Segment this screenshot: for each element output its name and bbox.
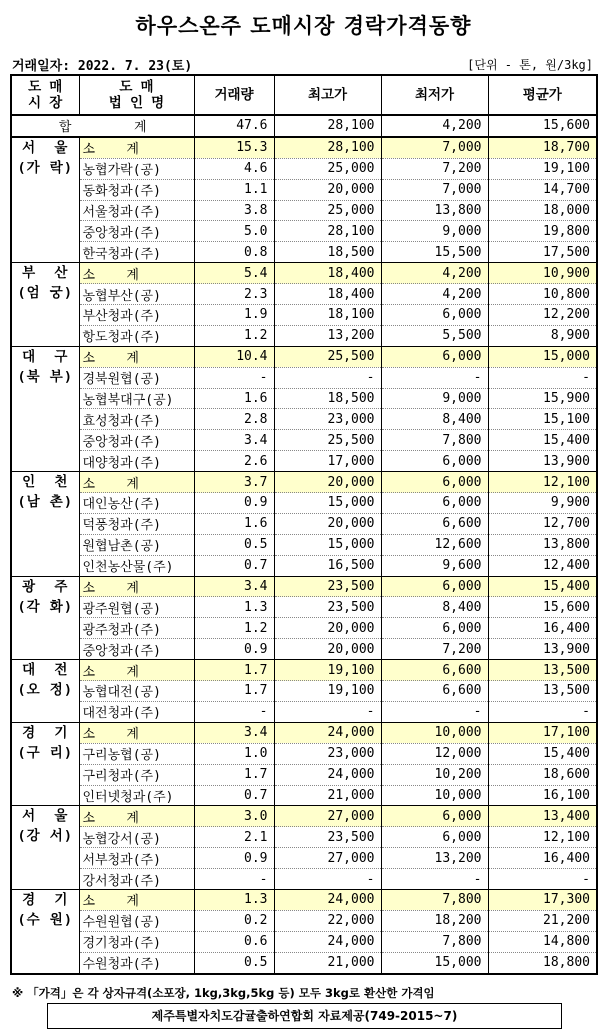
table-row bbox=[11, 513, 597, 534]
avg-price-cell: - bbox=[488, 701, 597, 722]
subtotal-row bbox=[11, 137, 597, 158]
market-name-line2: (구 리) bbox=[17, 744, 73, 761]
avg-price-cell: 12,100 bbox=[488, 472, 597, 493]
min-price-cell: 12,600 bbox=[381, 534, 488, 555]
table-row bbox=[11, 325, 597, 346]
corp-name: 중앙청과(주) bbox=[79, 430, 194, 451]
header-avg: 평균가 bbox=[488, 75, 597, 115]
max-price-cell: 20,000 bbox=[274, 472, 381, 493]
avg-price-cell: 15,400 bbox=[488, 576, 597, 597]
volume-cell: 0.9 bbox=[194, 639, 274, 660]
max-price-cell: 22,000 bbox=[274, 910, 381, 931]
avg-price-cell: 14,700 bbox=[488, 179, 597, 200]
footnote: ※ 「가격」은 각 상자규격(소포장, 1kg,3kg,5kg 등) 모두 3kg로 환산한 가격임 bbox=[12, 986, 435, 1000]
market-name-line2: (각 화) bbox=[17, 598, 73, 615]
subtotal-row bbox=[11, 722, 597, 743]
volume-cell: 1.6 bbox=[194, 388, 274, 409]
min-price-cell: - bbox=[381, 701, 488, 722]
avg-price-cell: 18,600 bbox=[488, 764, 597, 785]
header-max: 최고가 bbox=[274, 75, 381, 115]
volume-cell: 1.6 bbox=[194, 513, 274, 534]
avg-price-cell: 15,100 bbox=[488, 409, 597, 430]
volume-cell: 3.7 bbox=[194, 472, 274, 493]
max-price-cell: 24,000 bbox=[274, 931, 381, 952]
avg-price-cell: 12,400 bbox=[488, 555, 597, 576]
corp-name: 대전청과(주) bbox=[79, 701, 194, 722]
avg-price-cell: 13,900 bbox=[488, 639, 597, 660]
max-price-cell: 24,000 bbox=[274, 764, 381, 785]
avg-price-cell: 15,900 bbox=[488, 388, 597, 409]
avg-price-cell: 12,200 bbox=[488, 305, 597, 326]
table-row bbox=[11, 618, 597, 639]
volume-cell: 15.3 bbox=[194, 137, 274, 158]
avg-price-cell: 15,600 bbox=[488, 597, 597, 618]
min-price-cell: 6,000 bbox=[381, 806, 488, 827]
market-name-line2: (가 락) bbox=[17, 159, 73, 176]
min-price-cell: 6,600 bbox=[381, 513, 488, 534]
min-price-cell: 18,200 bbox=[381, 910, 488, 931]
max-price-cell: - bbox=[274, 869, 381, 890]
min-price-cell: 6,000 bbox=[381, 305, 488, 326]
volume-cell: 1.7 bbox=[194, 681, 274, 702]
header-corp bbox=[79, 75, 194, 115]
min-price-cell: 6,000 bbox=[381, 618, 488, 639]
max-price-cell: 23,000 bbox=[274, 743, 381, 764]
table-row bbox=[11, 179, 597, 200]
corp-name: 강서청과(주) bbox=[79, 869, 194, 890]
min-price-cell: 6,600 bbox=[381, 660, 488, 681]
table-row bbox=[11, 848, 597, 869]
header-corp-line2: 법 인 명 bbox=[108, 95, 165, 111]
volume-cell: - bbox=[194, 701, 274, 722]
corp-name: 항도청과(주) bbox=[79, 325, 194, 346]
avg-price-cell: 18,800 bbox=[488, 952, 597, 973]
table-row bbox=[11, 242, 597, 263]
volume-cell: 5.0 bbox=[194, 221, 274, 242]
market-name-line2: (강 서) bbox=[17, 828, 73, 845]
max-price-cell: 20,000 bbox=[274, 618, 381, 639]
volume-cell: 1.7 bbox=[194, 764, 274, 785]
market-name bbox=[11, 576, 79, 660]
avg-price-cell: 13,500 bbox=[488, 681, 597, 702]
table-row bbox=[11, 388, 597, 409]
corp-name: 중앙청과(주) bbox=[79, 639, 194, 660]
max-price-cell: 23,500 bbox=[274, 597, 381, 618]
max-price-cell: 18,100 bbox=[274, 305, 381, 326]
corp-name: 농협강서(공) bbox=[79, 827, 194, 848]
volume-cell: 5.4 bbox=[194, 263, 274, 284]
table-row bbox=[11, 639, 597, 660]
table-row bbox=[11, 555, 597, 576]
subtotal-row bbox=[11, 346, 597, 367]
market-name bbox=[11, 806, 79, 890]
corp-name: 서부청과(주) bbox=[79, 848, 194, 869]
min-price-cell: 10,000 bbox=[381, 785, 488, 806]
volume-cell: 0.2 bbox=[194, 910, 274, 931]
avg-price-cell: 10,900 bbox=[488, 263, 597, 284]
max-price-cell: 19,100 bbox=[274, 681, 381, 702]
min-price-cell: 7,200 bbox=[381, 158, 488, 179]
min-price-cell: 5,500 bbox=[381, 325, 488, 346]
volume-cell: 0.7 bbox=[194, 555, 274, 576]
avg-price-cell: 18,000 bbox=[488, 200, 597, 221]
volume-cell: 2.8 bbox=[194, 409, 274, 430]
corp-name: 경기청과(주) bbox=[79, 931, 194, 952]
avg-price-cell: 16,100 bbox=[488, 785, 597, 806]
corp-name: 농협북대구(공) bbox=[79, 388, 194, 409]
total-label: 합 계 bbox=[11, 115, 194, 137]
volume-cell: 2.1 bbox=[194, 827, 274, 848]
total-volume: 47.6 bbox=[194, 115, 274, 137]
min-price-cell: 13,800 bbox=[381, 200, 488, 221]
volume-cell: 0.8 bbox=[194, 242, 274, 263]
avg-price-cell: 16,400 bbox=[488, 848, 597, 869]
market-name-line1: 인 천 bbox=[22, 474, 69, 491]
volume-cell: 2.3 bbox=[194, 284, 274, 305]
corp-name: 인터넷청과(주) bbox=[79, 785, 194, 806]
min-price-cell: 12,000 bbox=[381, 743, 488, 764]
max-price-cell: 25,500 bbox=[274, 346, 381, 367]
subtotal-row bbox=[11, 263, 597, 284]
max-price-cell: 21,000 bbox=[274, 952, 381, 973]
table-row bbox=[11, 200, 597, 221]
table-row bbox=[11, 910, 597, 931]
unit-label: [단위 - 톤, 원/3kg] bbox=[467, 58, 593, 72]
market-name-line1: 대 구 bbox=[22, 348, 69, 365]
table-row bbox=[11, 701, 597, 722]
header-corp-line1: 도 매 bbox=[119, 79, 154, 95]
min-price-cell: 7,200 bbox=[381, 639, 488, 660]
table-row bbox=[11, 493, 597, 514]
max-price-cell: 24,000 bbox=[274, 722, 381, 743]
table-row bbox=[11, 597, 597, 618]
max-price-cell: 18,500 bbox=[274, 388, 381, 409]
max-price-cell: 23,000 bbox=[274, 409, 381, 430]
corp-name: 소 계 bbox=[79, 263, 194, 284]
min-price-cell: - bbox=[381, 869, 488, 890]
max-price-cell: 25,500 bbox=[274, 430, 381, 451]
volume-cell: 2.6 bbox=[194, 451, 274, 472]
market-name-line2: (남 촌) bbox=[17, 494, 73, 511]
volume-cell: 0.9 bbox=[194, 493, 274, 514]
max-price-cell: 18,500 bbox=[274, 242, 381, 263]
max-price-cell: 23,500 bbox=[274, 576, 381, 597]
volume-cell: 3.4 bbox=[194, 576, 274, 597]
min-price-cell: 15,000 bbox=[381, 952, 488, 973]
min-price-cell: 9,600 bbox=[381, 555, 488, 576]
avg-price-cell: 12,700 bbox=[488, 513, 597, 534]
corp-name: 광주청과(주) bbox=[79, 618, 194, 639]
min-price-cell: 13,200 bbox=[381, 848, 488, 869]
page-title: 하우스온주 도매시장 경락가격동향 bbox=[135, 14, 472, 38]
min-price-cell: 10,000 bbox=[381, 722, 488, 743]
table-row bbox=[11, 764, 597, 785]
corp-name: 농협부산(공) bbox=[79, 284, 194, 305]
avg-price-cell: 13,900 bbox=[488, 451, 597, 472]
max-price-cell: 24,000 bbox=[274, 889, 381, 910]
volume-cell: 3.8 bbox=[194, 200, 274, 221]
market-name-line1: 대 전 bbox=[22, 662, 69, 679]
avg-price-cell: 8,900 bbox=[488, 325, 597, 346]
avg-price-cell: 21,200 bbox=[488, 910, 597, 931]
avg-price-cell: 13,500 bbox=[488, 660, 597, 681]
volume-cell: 0.5 bbox=[194, 534, 274, 555]
volume-cell: 3.4 bbox=[194, 430, 274, 451]
volume-cell: 1.7 bbox=[194, 660, 274, 681]
max-price-cell: 25,000 bbox=[274, 200, 381, 221]
trade-date: 거래일자: 2022. 7. 23(토) bbox=[12, 59, 193, 74]
market-name-line1: 서 울 bbox=[22, 139, 69, 156]
min-price-cell: 7,800 bbox=[381, 889, 488, 910]
table-row bbox=[11, 952, 597, 973]
table-row bbox=[11, 305, 597, 326]
volume-cell: 1.0 bbox=[194, 743, 274, 764]
table-row bbox=[11, 221, 597, 242]
min-price-cell: 8,400 bbox=[381, 597, 488, 618]
corp-name: 소 계 bbox=[79, 722, 194, 743]
volume-cell: 1.2 bbox=[194, 618, 274, 639]
min-price-cell: 9,000 bbox=[381, 388, 488, 409]
volume-cell: 0.5 bbox=[194, 952, 274, 973]
min-price-cell: 6,000 bbox=[381, 472, 488, 493]
table-row bbox=[11, 367, 597, 388]
corp-name: 덕풍청과(주) bbox=[79, 513, 194, 534]
table-row bbox=[11, 681, 597, 702]
avg-price-cell: 17,300 bbox=[488, 889, 597, 910]
market-name bbox=[11, 889, 79, 973]
table-row bbox=[11, 931, 597, 952]
subtotal-row bbox=[11, 576, 597, 597]
table-row bbox=[11, 534, 597, 555]
table-row bbox=[11, 869, 597, 890]
min-price-cell: 6,000 bbox=[381, 576, 488, 597]
avg-price-cell: - bbox=[488, 869, 597, 890]
corp-name: 대인농산(주) bbox=[79, 493, 194, 514]
corp-name: 소 계 bbox=[79, 346, 194, 367]
max-price-cell: 17,000 bbox=[274, 451, 381, 472]
total-min: 4,200 bbox=[381, 115, 488, 137]
min-price-cell: 6,600 bbox=[381, 681, 488, 702]
min-price-cell: 15,500 bbox=[381, 242, 488, 263]
market-name bbox=[11, 660, 79, 723]
min-price-cell: 6,000 bbox=[381, 346, 488, 367]
market-name-line2: (엄 궁) bbox=[17, 285, 73, 302]
corp-name: 수원청과(주) bbox=[79, 952, 194, 973]
min-price-cell: 4,200 bbox=[381, 284, 488, 305]
corp-name: 원협남촌(공) bbox=[79, 534, 194, 555]
table-row bbox=[11, 785, 597, 806]
subtotal-row bbox=[11, 806, 597, 827]
avg-price-cell: 9,900 bbox=[488, 493, 597, 514]
table-row bbox=[11, 158, 597, 179]
min-price-cell: 9,000 bbox=[381, 221, 488, 242]
table-row bbox=[11, 430, 597, 451]
total-avg: 15,600 bbox=[488, 115, 597, 137]
corp-name: 농협대전(공) bbox=[79, 681, 194, 702]
min-price-cell: 8,400 bbox=[381, 409, 488, 430]
total-row bbox=[11, 115, 597, 137]
table-row bbox=[11, 451, 597, 472]
avg-price-cell: 19,800 bbox=[488, 221, 597, 242]
header-market-line1: 도 매 bbox=[28, 79, 63, 95]
corp-name: 소 계 bbox=[79, 472, 194, 493]
avg-price-cell: 15,400 bbox=[488, 430, 597, 451]
max-price-cell: 16,500 bbox=[274, 555, 381, 576]
table-row bbox=[11, 743, 597, 764]
max-price-cell: 28,100 bbox=[274, 137, 381, 158]
max-price-cell: 28,100 bbox=[274, 221, 381, 242]
min-price-cell: 7,800 bbox=[381, 430, 488, 451]
max-price-cell: 13,200 bbox=[274, 325, 381, 346]
market-name-line1: 경 기 bbox=[22, 724, 69, 741]
market-name bbox=[11, 346, 79, 471]
volume-cell: - bbox=[194, 869, 274, 890]
avg-price-cell: 12,100 bbox=[488, 827, 597, 848]
corp-name: 한국청과(주) bbox=[79, 242, 194, 263]
corp-name: 서울청과(주) bbox=[79, 200, 194, 221]
volume-cell: 3.4 bbox=[194, 722, 274, 743]
corp-name: 농협가락(공) bbox=[79, 158, 194, 179]
market-name bbox=[11, 137, 79, 263]
avg-price-cell: 18,700 bbox=[488, 137, 597, 158]
corp-name: 소 계 bbox=[79, 806, 194, 827]
corp-name: 구리농협(공) bbox=[79, 743, 194, 764]
volume-cell: 1.3 bbox=[194, 889, 274, 910]
min-price-cell: 7,000 bbox=[381, 179, 488, 200]
max-price-cell: 27,000 bbox=[274, 806, 381, 827]
table-row bbox=[11, 827, 597, 848]
subtotal-row bbox=[11, 472, 597, 493]
market-name-line1: 서 울 bbox=[22, 808, 69, 825]
corp-name: 대양청과(주) bbox=[79, 451, 194, 472]
volume-cell: 1.2 bbox=[194, 325, 274, 346]
max-price-cell: 18,400 bbox=[274, 284, 381, 305]
corp-name: 경북원협(공) bbox=[79, 367, 194, 388]
market-name-line1: 광 주 bbox=[22, 578, 69, 595]
total-max: 28,100 bbox=[274, 115, 381, 137]
market-name-line2: (수 원) bbox=[17, 911, 73, 928]
corp-name: 구리청과(주) bbox=[79, 764, 194, 785]
corp-name: 부산청과(주) bbox=[79, 305, 194, 326]
corp-name: 중앙청과(주) bbox=[79, 221, 194, 242]
avg-price-cell: 17,500 bbox=[488, 242, 597, 263]
volume-cell: 0.7 bbox=[194, 785, 274, 806]
max-price-cell: 15,000 bbox=[274, 534, 381, 555]
max-price-cell: 20,000 bbox=[274, 513, 381, 534]
header-market-line2: 시 장 bbox=[28, 95, 63, 111]
avg-price-cell: 16,400 bbox=[488, 618, 597, 639]
volume-cell: 4.6 bbox=[194, 158, 274, 179]
table-row bbox=[11, 284, 597, 305]
corp-name: 소 계 bbox=[79, 576, 194, 597]
min-price-cell: 7,000 bbox=[381, 137, 488, 158]
source-box: 제주특별자치도감귤출하연합회 자료제공(749-2015~7) bbox=[47, 1003, 562, 1029]
max-price-cell: 23,500 bbox=[274, 827, 381, 848]
max-price-cell: 27,000 bbox=[274, 848, 381, 869]
min-price-cell: 10,200 bbox=[381, 764, 488, 785]
avg-price-cell: 15,000 bbox=[488, 346, 597, 367]
avg-price-cell: 17,100 bbox=[488, 722, 597, 743]
volume-cell: 0.6 bbox=[194, 931, 274, 952]
avg-price-cell: 15,400 bbox=[488, 743, 597, 764]
avg-price-cell: 13,800 bbox=[488, 534, 597, 555]
max-price-cell: 21,000 bbox=[274, 785, 381, 806]
header-market bbox=[11, 75, 79, 115]
corp-name: 인천농산물(주) bbox=[79, 555, 194, 576]
min-price-cell: - bbox=[381, 367, 488, 388]
market-name-line2: (북 부) bbox=[17, 368, 73, 385]
corp-name: 광주원협(공) bbox=[79, 597, 194, 618]
max-price-cell: 18,400 bbox=[274, 263, 381, 284]
max-price-cell: 15,000 bbox=[274, 493, 381, 514]
corp-name: 소 계 bbox=[79, 660, 194, 681]
header-volume: 거래량 bbox=[194, 75, 274, 115]
volume-cell: 3.0 bbox=[194, 806, 274, 827]
volume-cell: - bbox=[194, 367, 274, 388]
avg-price-cell: 14,800 bbox=[488, 931, 597, 952]
avg-price-cell: 10,800 bbox=[488, 284, 597, 305]
corp-name: 동화청과(주) bbox=[79, 179, 194, 200]
avg-price-cell: 19,100 bbox=[488, 158, 597, 179]
max-price-cell: 20,000 bbox=[274, 179, 381, 200]
market-name bbox=[11, 263, 79, 347]
price-table bbox=[10, 74, 598, 975]
corp-name: 소 계 bbox=[79, 137, 194, 158]
header-min: 최저가 bbox=[381, 75, 488, 115]
max-price-cell: 20,000 bbox=[274, 639, 381, 660]
subtotal-row bbox=[11, 889, 597, 910]
volume-cell: 1.1 bbox=[194, 179, 274, 200]
market-name-line1: 부 산 bbox=[22, 265, 69, 282]
market-name-line1: 경 기 bbox=[22, 891, 69, 908]
max-price-cell: - bbox=[274, 701, 381, 722]
volume-cell: 1.9 bbox=[194, 305, 274, 326]
min-price-cell: 6,000 bbox=[381, 827, 488, 848]
volume-cell: 10.4 bbox=[194, 346, 274, 367]
volume-cell: 1.3 bbox=[194, 597, 274, 618]
avg-price-cell: 13,400 bbox=[488, 806, 597, 827]
min-price-cell: 6,000 bbox=[381, 493, 488, 514]
avg-price-cell: - bbox=[488, 367, 597, 388]
min-price-cell: 4,200 bbox=[381, 263, 488, 284]
market-name bbox=[11, 472, 79, 576]
max-price-cell: 19,100 bbox=[274, 660, 381, 681]
max-price-cell: - bbox=[274, 367, 381, 388]
min-price-cell: 7,800 bbox=[381, 931, 488, 952]
min-price-cell: 6,000 bbox=[381, 451, 488, 472]
header-row bbox=[11, 75, 597, 115]
volume-cell: 0.9 bbox=[194, 848, 274, 869]
market-name-line2: (오 정) bbox=[17, 682, 73, 699]
corp-name: 수원원협(공) bbox=[79, 910, 194, 931]
market-name bbox=[11, 722, 79, 806]
corp-name: 소 계 bbox=[79, 889, 194, 910]
subtotal-row bbox=[11, 660, 597, 681]
max-price-cell: 25,000 bbox=[274, 158, 381, 179]
corp-name: 효성청과(주) bbox=[79, 409, 194, 430]
table-row bbox=[11, 409, 597, 430]
